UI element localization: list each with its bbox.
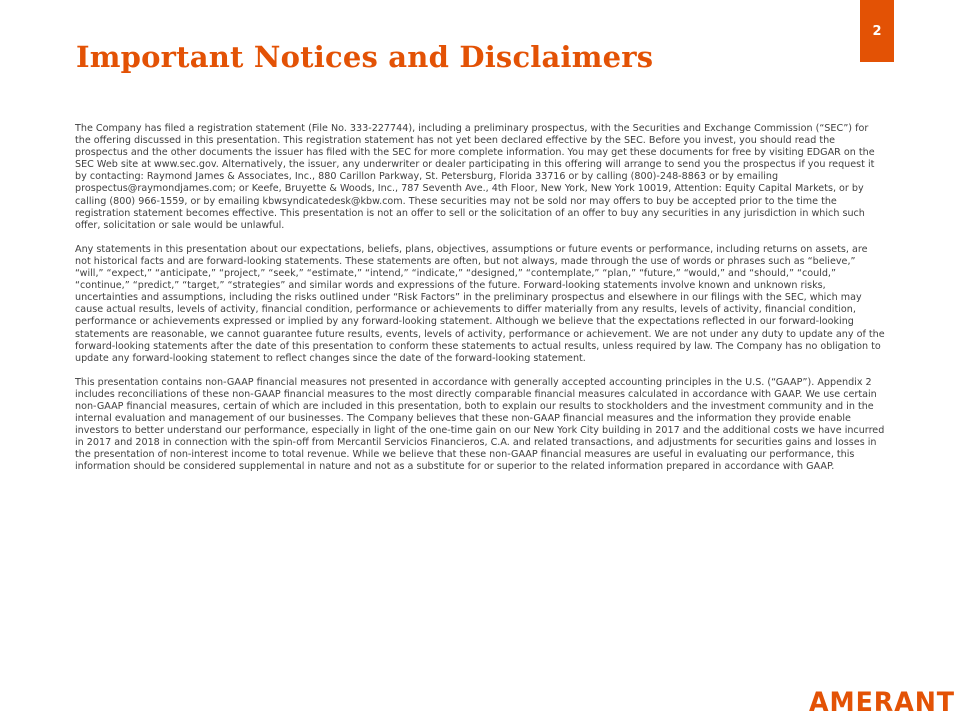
logo-wordmark: AMERANT bbox=[809, 688, 955, 714]
page-title: Important Notices and Disclaimers bbox=[76, 40, 654, 74]
forward-looking-statements-paragraph: Any statements in this presentation about our expectations, beliefs, plans, objectives, assumptions or future events or performance, including returns on assets, are not historical facts and are forward-looking statements. These statements are often, but not always, made through the use of words or phrases such as “believe,” “will,” “expect,” “anticipate,” “project,” “seek,” “estimate,” “intend,” “indicate,” “designed,” “contemplate,” “plan,” “future,” “would,” and “should,” “could,” “continue,” “predict,” “target,” “strategies” and similar words and expressions of the future. Forward-looking statements involve known and unknown risks, uncertainties and assumptions, including the risks outlined under “Risk Factors” in the preliminary prospectus and elsewhere in our filings with the SEC, which may cause actual results, levels of activity, financial condition, performance or achievements to differ materially from any results, levels of activity, financial condition, performance or achievements expressed or implied by any forward-looking statement. Although we believe that the expectations reflected in our forward-looking statements are reasonable, we cannot guarantee future results, events, levels of activity, performance or achievement. We are not under any duty to update any of the forward-looking statements after the date of this presentation to conform these statements to actual results, unless required by law. The Company has no obligation to update any forward-looking statement to reflect changes since the date of the forward-looking statement. bbox=[75, 243, 885, 364]
page-number-badge bbox=[860, 0, 894, 62]
amerant-logo bbox=[809, 688, 955, 714]
registration-statement-paragraph: The Company has filed a registration statement (File No. 333-227744), including a preliminary prospectus, with the Securities and Exchange Commission (“SEC”) for the offering discussed in this presentation. This registration statement has not yet been declared effective by the SEC. Before you invest, you should read the prospectus and the other documents the issuer has filed with the SEC for more complete information. You may get these documents for free by visiting EDGAR on the SEC Web site at www.sec.gov. Alternatively, the issuer, any underwriter or dealer participating in this offering will arrange to send you the prospectus if you request it by contacting: Raymond James & Associates, Inc., 880 Carillon Parkway, St. Petersburg, Florida 33716 or by calling (800)-248-8863 or by emailing prospectus@raymondjames.com; or Keefe, Bruyette & Woods, Inc., 787 Seventh Ave., 4th Floor, New York, New York 10019, Attention: Equity Capital Markets, or by calling (800) 966-1559, or by emailing kbwsyndicatedesk@kbw.com. These securities may not be sold nor may offers to buy be accepted prior to the time the registration statement becomes effective. This presentation is not an offer to sell or the solicitation of an offer to buy any securities in any jurisdiction in which such offer, solicitation or sale would be unlawful. bbox=[75, 123, 875, 231]
disclaimer-body bbox=[75, 123, 885, 486]
non-gaap-measures-paragraph: This presentation contains non-GAAP financial measures not presented in accordance with generally accepted accounting principles in the U.S. (“GAAP”). Appendix 2 includes reconciliations of these non-GAAP financial measures to the most directly comparable financial measures calculated in accordance with GAAP. We use certain non-GAAP financial measures, certain of which are included in this presentation, both to explain our results to stockholders and the investment community and in the internal evaluation and management of our businesses. The Company believes that these non-GAAP financial measures and the information they provide enable investors to better understand our performance, especially in light of the one-time gain on our New York City building in 2017 and the additional costs we have incurred in 2017 and 2018 in connection with the spin-off from Mercantil Servicios Financieros, C.A. and related transactions, and adjustments for securities gains and losses in the presentation of non-interest income to total revenue. While we believe that these non-GAAP financial measures are useful in evaluating our performance, this information should be considered supplemental in nature and not as a substitute for or superior to the related information prepared in accordance with GAAP. bbox=[75, 376, 885, 473]
page-number: 2 bbox=[872, 23, 882, 39]
